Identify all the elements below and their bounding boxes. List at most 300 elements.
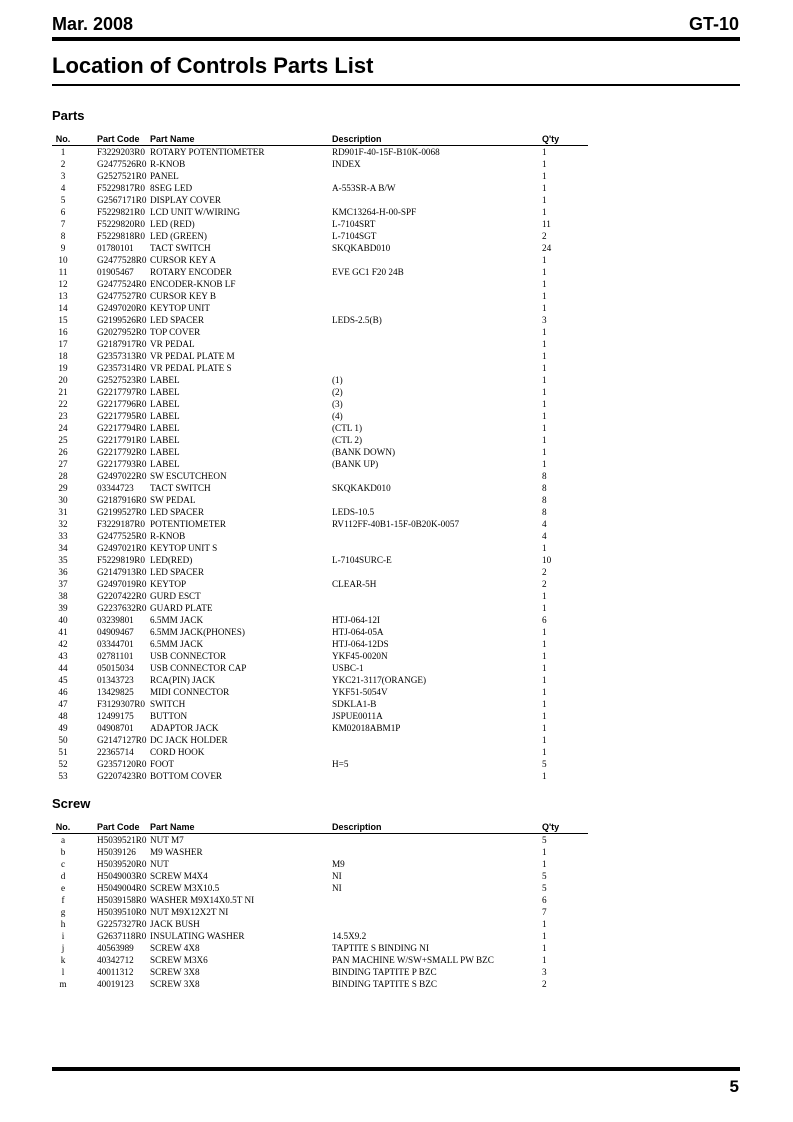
cell-description (332, 350, 536, 362)
cell-part-code: G2217797R0 (97, 387, 147, 397)
cell-no: 44 (58, 663, 68, 673)
cell-description: (4) (332, 411, 343, 421)
col-part-name: Part Name (150, 133, 332, 146)
cell-description: JSPUE0011A (332, 711, 383, 721)
cell-description (332, 470, 536, 482)
cell-description (332, 542, 536, 554)
cell-no: 31 (58, 507, 68, 517)
cell-qty: 2 (542, 231, 547, 241)
cell-no: 10 (58, 255, 68, 265)
cell-no: 13 (58, 291, 68, 301)
cell-qty: 1 (542, 859, 547, 869)
cell-no: 2 (60, 159, 66, 169)
cell-part-name: LABEL (150, 459, 180, 469)
cell-part-name: VR PEDAL PLATE M (150, 351, 235, 361)
table-row (52, 338, 588, 350)
cell-no: 21 (58, 387, 68, 397)
table-row (52, 578, 588, 590)
table-row (52, 170, 588, 182)
cell-description: HTJ-064-05A (332, 627, 384, 637)
table-row (52, 302, 588, 314)
col-qty: Q'ty (536, 821, 588, 834)
cell-qty: 1 (542, 327, 547, 337)
cell-part-code: G2217796R0 (97, 399, 147, 409)
cell-no: m (59, 979, 67, 989)
table-row (52, 710, 588, 722)
cell-qty: 1 (542, 291, 547, 301)
table-row (52, 978, 588, 990)
cell-part-code: G2497022R0 (97, 471, 147, 481)
cell-part-code: G2637118R0 (97, 931, 147, 941)
table-row (52, 758, 588, 770)
cell-qty: 1 (542, 627, 547, 637)
cell-part-code: 12499175 (97, 711, 134, 721)
cell-description: (BANK UP) (332, 459, 379, 469)
table-row (52, 266, 588, 278)
cell-part-name: SCREW M3X6 (150, 955, 208, 965)
cell-part-name: SCREW 3X8 (150, 979, 200, 989)
cell-description: RD901F-40-15F-B10K-0068 (332, 147, 440, 157)
cell-part-code: G2147913R0 (97, 567, 147, 577)
cell-qty: 2 (542, 579, 547, 589)
cell-part-code: H5039521R0 (97, 835, 147, 845)
cell-description (332, 302, 536, 314)
cell-description (332, 846, 536, 858)
table-row (52, 590, 588, 602)
table-row (52, 446, 588, 458)
cell-part-code: 03344723 (97, 483, 134, 493)
cell-part-code: 04908701 (97, 723, 134, 733)
cell-part-name: CURSOR KEY A (150, 255, 217, 265)
cell-description: KMC13264-H-00-SPF (332, 207, 417, 217)
table-row (52, 362, 588, 374)
cell-description: KM02018ABM1P (332, 723, 401, 733)
table-row (52, 350, 588, 362)
cell-part-code: H5049004R0 (97, 883, 147, 893)
cell-qty: 1 (542, 207, 547, 217)
cell-description (332, 602, 536, 614)
cell-description: USBC-1 (332, 663, 364, 673)
table-row (52, 518, 588, 530)
cell-qty: 8 (542, 471, 547, 481)
col-no: No. (52, 133, 74, 146)
cell-qty: 1 (542, 171, 547, 181)
cell-no: 27 (58, 459, 68, 469)
table-row (52, 566, 588, 578)
cell-no: 3 (60, 171, 66, 181)
cell-description (332, 906, 536, 918)
cell-qty: 1 (542, 735, 547, 745)
cell-part-code: 40563989 (97, 943, 134, 953)
table-row (52, 494, 588, 506)
table-row (52, 734, 588, 746)
cell-part-code: F3229203R0 (97, 147, 145, 157)
table-row (52, 858, 588, 870)
cell-part-code: F5229819R0 (97, 555, 145, 565)
cell-part-name: ENCODER-KNOB LF (150, 279, 236, 289)
cell-part-code: G2217791R0 (97, 435, 147, 445)
cell-part-name: SCREW M4X4 (150, 871, 208, 881)
cell-qty: 1 (542, 195, 547, 205)
cell-part-name: PANEL (150, 171, 179, 181)
table-row (52, 398, 588, 410)
cell-part-code: G2357313R0 (97, 351, 147, 361)
cell-qty: 1 (542, 723, 547, 733)
cell-qty: 7 (542, 907, 547, 917)
cell-description (332, 734, 536, 746)
cell-description: SKQKAKD010 (332, 483, 391, 493)
title-rule (52, 84, 740, 86)
parts-table (52, 133, 588, 782)
cell-qty: 1 (542, 747, 547, 757)
cell-qty: 1 (542, 639, 547, 649)
cell-part-name: SCREW M3X10.5 (150, 883, 220, 893)
cell-part-name: GURD ESCT (150, 591, 201, 601)
cell-part-code: H5039510R0 (97, 907, 147, 917)
table-row (52, 930, 588, 942)
cell-part-name: LABEL (150, 411, 180, 421)
cell-qty: 5 (542, 759, 547, 769)
cell-part-name: ROTARY POTENTIOMETER (150, 147, 265, 157)
table-row (52, 158, 588, 170)
cell-no: 22 (58, 399, 68, 409)
cell-part-name: 6.5MM JACK (150, 639, 204, 649)
cell-part-code: G2497021R0 (97, 543, 147, 553)
cell-qty: 24 (542, 243, 552, 253)
cell-description (332, 194, 536, 206)
cell-part-name: NUT M7 (150, 835, 184, 845)
cell-part-code: F5229818R0 (97, 231, 145, 241)
cell-part-name: FOOT (150, 759, 174, 769)
table-row (52, 674, 588, 686)
cell-part-code: G2147127R0 (97, 735, 147, 745)
table-row (52, 206, 588, 218)
cell-part-code: H5039158R0 (97, 895, 147, 905)
cell-no: 45 (58, 675, 68, 685)
cell-no: 17 (58, 339, 68, 349)
cell-no: 37 (58, 579, 68, 589)
table-row (52, 942, 588, 954)
cell-part-code: G2527521R0 (97, 171, 147, 181)
table-row (52, 182, 588, 194)
cell-part-code: G2217794R0 (97, 423, 147, 433)
cell-part-name: LED (RED) (150, 219, 195, 229)
screw-heading: Screw (52, 796, 91, 811)
cell-description: YKF45-0020N (332, 651, 388, 661)
cell-no: 39 (58, 603, 68, 613)
cell-description (332, 530, 536, 542)
cell-part-name: LABEL (150, 435, 180, 445)
col-qty: Q'ty (536, 133, 588, 146)
table-row (52, 254, 588, 266)
cell-no: 8 (60, 231, 66, 241)
cell-description: (CTL 2) (332, 435, 363, 445)
cell-qty: 1 (542, 459, 547, 469)
cell-no: k (60, 955, 66, 965)
table-row (52, 218, 588, 230)
cell-no: a (60, 835, 66, 845)
cell-qty: 1 (542, 363, 547, 373)
cell-part-code: G2217793R0 (97, 459, 147, 469)
table-row (52, 458, 588, 470)
cell-part-code: G2357120R0 (97, 759, 147, 769)
cell-qty: 1 (542, 255, 547, 265)
cell-description (332, 770, 536, 782)
cell-part-name: LED SPACER (150, 315, 205, 325)
cell-part-name: USB CONNECTOR (150, 651, 227, 661)
cell-description: CLEAR-5H (332, 579, 377, 589)
cell-qty: 1 (542, 399, 547, 409)
cell-part-name: MIDI CONNECTOR (150, 687, 230, 697)
cell-part-code: G2567171R0 (97, 195, 147, 205)
cell-no: 32 (58, 519, 68, 529)
cell-description (332, 254, 536, 266)
bottom-rule (52, 1067, 740, 1071)
cell-no: 14 (58, 303, 68, 313)
cell-part-code: G2217792R0 (97, 447, 147, 457)
cell-part-name: 6.5MM JACK (150, 615, 204, 625)
cell-qty: 8 (542, 507, 547, 517)
cell-part-name: KEYTOP UNIT (150, 303, 210, 313)
cell-description: 14.5X9.2 (332, 931, 367, 941)
cell-part-name: SCREW 3X8 (150, 967, 200, 977)
cell-no: 7 (60, 219, 66, 229)
cell-description: HTJ-064-12DS (332, 639, 389, 649)
cell-qty: 1 (542, 375, 547, 385)
cell-part-code: G2187917R0 (97, 339, 147, 349)
cell-description: INDEX (332, 159, 361, 169)
table-row (52, 770, 588, 782)
cell-no: 6 (60, 207, 66, 217)
cell-qty: 3 (542, 967, 547, 977)
table-row (52, 278, 588, 290)
cell-description (332, 590, 536, 602)
cell-qty: 8 (542, 483, 547, 493)
cell-description: L-7104SGT (332, 231, 377, 241)
cell-qty: 5 (542, 835, 547, 845)
table-row (52, 386, 588, 398)
cell-no: 24 (58, 423, 68, 433)
cell-no: 23 (58, 411, 68, 421)
screw-table (52, 821, 588, 990)
cell-description: M9 (332, 859, 345, 869)
cell-part-code: 40011312 (97, 967, 134, 977)
cell-description: (1) (332, 375, 343, 385)
cell-no: 38 (58, 591, 68, 601)
cell-part-code: G2497019R0 (97, 579, 147, 589)
cell-part-code: H5049003R0 (97, 871, 147, 881)
cell-no: 12 (58, 279, 68, 289)
header-model: GT-10 (688, 14, 739, 34)
cell-no: 25 (58, 435, 68, 445)
table-row (52, 954, 588, 966)
cell-qty: 10 (542, 555, 552, 565)
cell-qty: 1 (542, 279, 547, 289)
cell-part-code: F5229821R0 (97, 207, 145, 217)
cell-part-code: 05015034 (97, 663, 134, 673)
cell-part-code: 03344701 (97, 639, 134, 649)
cell-part-name: INSULATING WASHER (150, 931, 245, 941)
cell-description (332, 746, 536, 758)
cell-no: i (61, 931, 65, 941)
cell-part-name: LABEL (150, 447, 180, 457)
cell-part-name: LED SPACER (150, 567, 205, 577)
cell-qty: 1 (542, 699, 547, 709)
cell-no: 15 (58, 315, 68, 325)
cell-part-code: G2477524R0 (97, 279, 147, 289)
screw-header-row (52, 821, 588, 834)
cell-description: (CTL 1) (332, 423, 363, 433)
cell-part-code: G2497020R0 (97, 303, 147, 313)
table-row (52, 422, 588, 434)
cell-part-name: KEYTOP (150, 579, 187, 589)
cell-no: j (61, 943, 65, 953)
cell-description: (BANK DOWN) (332, 447, 396, 457)
table-row (52, 722, 588, 734)
cell-description: PAN MACHINE W/SW+SMALL PW BZC (332, 955, 494, 965)
page-title: Location of Controls Parts List (52, 53, 374, 78)
cell-no: 28 (58, 471, 68, 481)
table-row (52, 882, 588, 894)
table-row (52, 434, 588, 446)
table-row (52, 614, 588, 626)
page-number: 5 (729, 1077, 739, 1096)
cell-qty: 2 (542, 567, 547, 577)
cell-qty: 1 (542, 919, 547, 929)
cell-part-code: 01780101 (97, 243, 134, 253)
cell-qty: 1 (542, 603, 547, 613)
cell-qty: 4 (542, 531, 547, 541)
cell-part-name: LED SPACER (150, 507, 205, 517)
table-row (52, 554, 588, 566)
cell-part-name: JACK BUSH (150, 919, 200, 929)
cell-description (332, 326, 536, 338)
cell-no: d (60, 871, 66, 881)
table-row (52, 626, 588, 638)
cell-part-code: G2199526R0 (97, 315, 147, 325)
cell-description: BINDING TAPTITE P BZC (332, 967, 437, 977)
cell-part-name: TACT SWITCH (150, 243, 211, 253)
cell-description: (2) (332, 387, 343, 397)
cell-qty: 1 (542, 543, 547, 553)
top-rule (52, 37, 740, 41)
col-no: No. (52, 821, 74, 834)
cell-description: EVE GC1 F20 24B (332, 267, 404, 277)
cell-part-name: LABEL (150, 399, 180, 409)
cell-part-code: G2207422R0 (97, 591, 147, 601)
cell-qty: 1 (542, 303, 547, 313)
cell-part-code: G2207423R0 (97, 771, 147, 781)
table-row (52, 290, 588, 302)
cell-no: 30 (58, 495, 68, 505)
cell-description: H=5 (332, 759, 349, 769)
cell-part-code: G2477525R0 (97, 531, 147, 541)
parts-heading: Parts (52, 108, 85, 123)
cell-no: 42 (58, 639, 68, 649)
cell-qty: 1 (542, 351, 547, 361)
cell-no: 51 (58, 747, 68, 757)
cell-part-name: M9 WASHER (150, 847, 203, 857)
table-row (52, 966, 588, 978)
cell-part-name: R-KNOB (150, 531, 186, 541)
cell-part-name: POTENTIOMETER (150, 519, 227, 529)
cell-no: 5 (60, 195, 66, 205)
parts-header-row (52, 133, 588, 146)
cell-part-code: G2237632R0 (97, 603, 147, 613)
table-row (52, 638, 588, 650)
cell-qty: 3 (542, 315, 547, 325)
cell-qty: 1 (542, 651, 547, 661)
table-row (52, 542, 588, 554)
table-row (52, 894, 588, 906)
cell-description (332, 170, 536, 182)
cell-part-name: RCA(PIN) JACK (150, 675, 216, 685)
cell-qty: 5 (542, 871, 547, 881)
cell-qty: 1 (542, 267, 547, 277)
cell-qty: 6 (542, 615, 547, 625)
cell-qty: 1 (542, 847, 547, 857)
cell-no: f (61, 895, 65, 905)
table-row (52, 314, 588, 326)
table-row (52, 230, 588, 242)
cell-no: 18 (58, 351, 68, 361)
cell-description: NI (332, 871, 342, 881)
cell-no: 19 (58, 363, 68, 373)
cell-no: 16 (58, 327, 68, 337)
cell-part-name: LABEL (150, 423, 180, 433)
cell-qty: 6 (542, 895, 547, 905)
cell-no: 47 (58, 699, 68, 709)
cell-description (332, 494, 536, 506)
table-row (52, 530, 588, 542)
cell-qty: 1 (542, 591, 547, 601)
cell-part-code: G2477526R0 (97, 159, 147, 169)
cell-qty: 1 (542, 423, 547, 433)
cell-no: c (60, 859, 66, 869)
table-row (52, 374, 588, 386)
cell-description: YKF51-5054V (332, 687, 388, 697)
cell-description: LEDS-10.5 (332, 507, 375, 517)
cell-description (332, 918, 536, 930)
col-part-code: Part Code (74, 133, 150, 146)
cell-part-code: G2217795R0 (97, 411, 147, 421)
cell-description (332, 362, 536, 374)
header-date: Mar. 2008 (52, 14, 134, 34)
cell-description (332, 278, 536, 290)
cell-no: 29 (58, 483, 68, 493)
cell-part-name: CORD HOOK (150, 747, 205, 757)
cell-qty: 1 (542, 387, 547, 397)
table-row (52, 834, 588, 847)
cell-no: 49 (58, 723, 68, 733)
cell-qty: 1 (542, 931, 547, 941)
col-part-name: Part Name (150, 821, 332, 834)
cell-part-code: 40342712 (97, 955, 134, 965)
cell-no: 33 (58, 531, 68, 541)
cell-no: 26 (58, 447, 68, 457)
table-row (52, 194, 588, 206)
cell-qty: 1 (542, 147, 547, 157)
cell-part-code: G2357314R0 (97, 363, 147, 373)
cell-part-name: LCD UNIT W/WIRING (150, 207, 240, 217)
cell-part-code: G2187916R0 (97, 495, 147, 505)
cell-part-name: CURSOR KEY B (150, 291, 217, 301)
cell-part-name: USB CONNECTOR CAP (150, 663, 247, 673)
cell-part-code: G2477528R0 (97, 255, 147, 265)
cell-part-name: SCREW 4X8 (150, 943, 200, 953)
cell-description: SDKLA1-B (332, 699, 377, 709)
cell-part-code: 40019123 (97, 979, 134, 989)
